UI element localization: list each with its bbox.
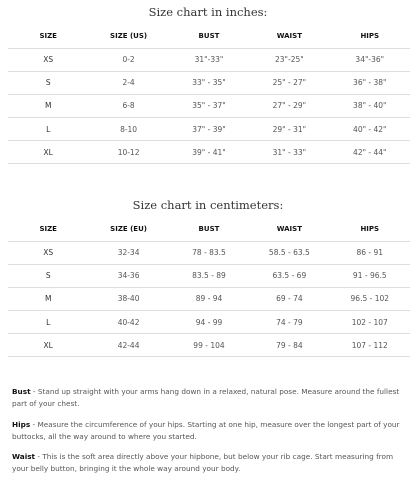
size-cell: M xyxy=(8,94,88,117)
size-eu-cell: 34-36 xyxy=(88,264,168,287)
hips-cell: 91 - 96.5 xyxy=(330,264,410,287)
size-eu-cell: 38-40 xyxy=(88,287,168,310)
size-us-cell: 6-8 xyxy=(88,94,168,117)
column-header-size-us: SIZE (US) xyxy=(88,24,168,48)
bust-cell: 94 - 99 xyxy=(169,311,249,334)
size-cell: S xyxy=(8,71,88,94)
bust-cell: 33" - 35" xyxy=(169,71,249,94)
table-row xyxy=(8,334,410,357)
centimeters-size-table xyxy=(8,217,410,357)
size-us-cell: 2-4 xyxy=(88,71,168,94)
column-header-waist: WAIST xyxy=(249,217,329,241)
waist-cell: 63.5 - 69 xyxy=(249,264,329,287)
column-header-size: SIZE xyxy=(8,217,88,241)
waist-text: - This is the soft area directly above your hipbone, but below your rib cage. Start measuring from your belly button, bringing it the whole way around your body. xyxy=(12,452,394,473)
waist-description xyxy=(12,451,407,475)
size-cell: L xyxy=(8,311,88,334)
size-eu-cell: 42-44 xyxy=(88,334,168,357)
waist-cell: 69 - 74 xyxy=(249,287,329,310)
column-header-waist: WAIST xyxy=(249,24,329,48)
table-header-row xyxy=(8,217,410,241)
hips-cell: 36" - 38" xyxy=(330,71,410,94)
hips-cell: 42" - 44" xyxy=(330,141,410,164)
table-header-row xyxy=(8,24,410,48)
bust-cell: 31"-33" xyxy=(169,48,249,71)
waist-cell: 25" - 27" xyxy=(249,71,329,94)
table-row xyxy=(8,71,410,94)
table-row xyxy=(8,141,410,164)
bust-cell: 35" - 37" xyxy=(169,94,249,117)
size-cell: XL xyxy=(8,141,88,164)
column-header-size: SIZE xyxy=(8,24,88,48)
size-cell: L xyxy=(8,118,88,141)
waist-cell: 74 - 79 xyxy=(249,311,329,334)
hips-cell: 38" - 40" xyxy=(330,94,410,117)
waist-cell: 29" - 31" xyxy=(249,118,329,141)
table-row xyxy=(8,241,410,264)
hips-term: Hips xyxy=(12,420,31,429)
column-header-bust: BUST xyxy=(169,217,249,241)
size-us-cell: 8-10 xyxy=(88,118,168,141)
bust-cell: 99 - 104 xyxy=(169,334,249,357)
bust-cell: 83.5 - 89 xyxy=(169,264,249,287)
bust-cell: 37" - 39" xyxy=(169,118,249,141)
hips-cell: 86 - 91 xyxy=(330,241,410,264)
waist-cell: 27" - 29" xyxy=(249,94,329,117)
waist-cell: 23"-25" xyxy=(249,48,329,71)
size-cell: XL xyxy=(8,334,88,357)
size-cell: XS xyxy=(8,48,88,71)
bust-cell: 78 - 83.5 xyxy=(169,241,249,264)
table-row xyxy=(8,311,410,334)
size-cell: XS xyxy=(8,241,88,264)
inches-size-table xyxy=(8,24,410,164)
hips-cell: 107 - 112 xyxy=(330,334,410,357)
table-row xyxy=(8,287,410,310)
column-header-size-eu: SIZE (EU) xyxy=(88,217,168,241)
bust-cell: 89 - 94 xyxy=(169,287,249,310)
table-row xyxy=(8,264,410,287)
waist-cell: 31" - 33" xyxy=(249,141,329,164)
size-eu-cell: 40-42 xyxy=(88,311,168,334)
size-eu-cell: 32-34 xyxy=(88,241,168,264)
table-row xyxy=(8,118,410,141)
table-row xyxy=(8,48,410,71)
hips-cell: 102 - 107 xyxy=(330,311,410,334)
hips-cell: 34"-36" xyxy=(330,48,410,71)
column-header-hips: HIPS xyxy=(330,24,410,48)
bust-cell: 39" - 41" xyxy=(169,141,249,164)
bust-text: - Stand up straight with your arms hang down in a relaxed, natural pose. Measure around the fullest part of your chest. xyxy=(12,387,400,408)
size-cell: S xyxy=(8,264,88,287)
column-header-bust: BUST xyxy=(169,24,249,48)
size-us-cell: 0-2 xyxy=(88,48,168,71)
hips-cell: 40" - 42" xyxy=(330,118,410,141)
waist-term: Waist xyxy=(12,452,36,461)
size-us-cell: 10-12 xyxy=(88,141,168,164)
column-header-hips: HIPS xyxy=(330,217,410,241)
bust-term: Bust xyxy=(12,387,31,396)
table-row xyxy=(8,94,410,117)
hips-cell: 96.5 - 102 xyxy=(330,287,410,310)
size-cell: M xyxy=(8,287,88,310)
waist-cell: 58.5 - 63.5 xyxy=(249,241,329,264)
bust-description xyxy=(12,386,407,410)
inches-chart-title: Size chart in inches: xyxy=(148,5,268,19)
hips-description xyxy=(12,419,407,443)
waist-cell: 79 - 84 xyxy=(249,334,329,357)
centimeters-chart-title: Size chart in centimeters: xyxy=(132,198,284,212)
hips-text: - Measure the circumference of your hips. Starting at one hip, measure over the longest part of your buttocks, all the way around to where you started. xyxy=(12,420,400,441)
